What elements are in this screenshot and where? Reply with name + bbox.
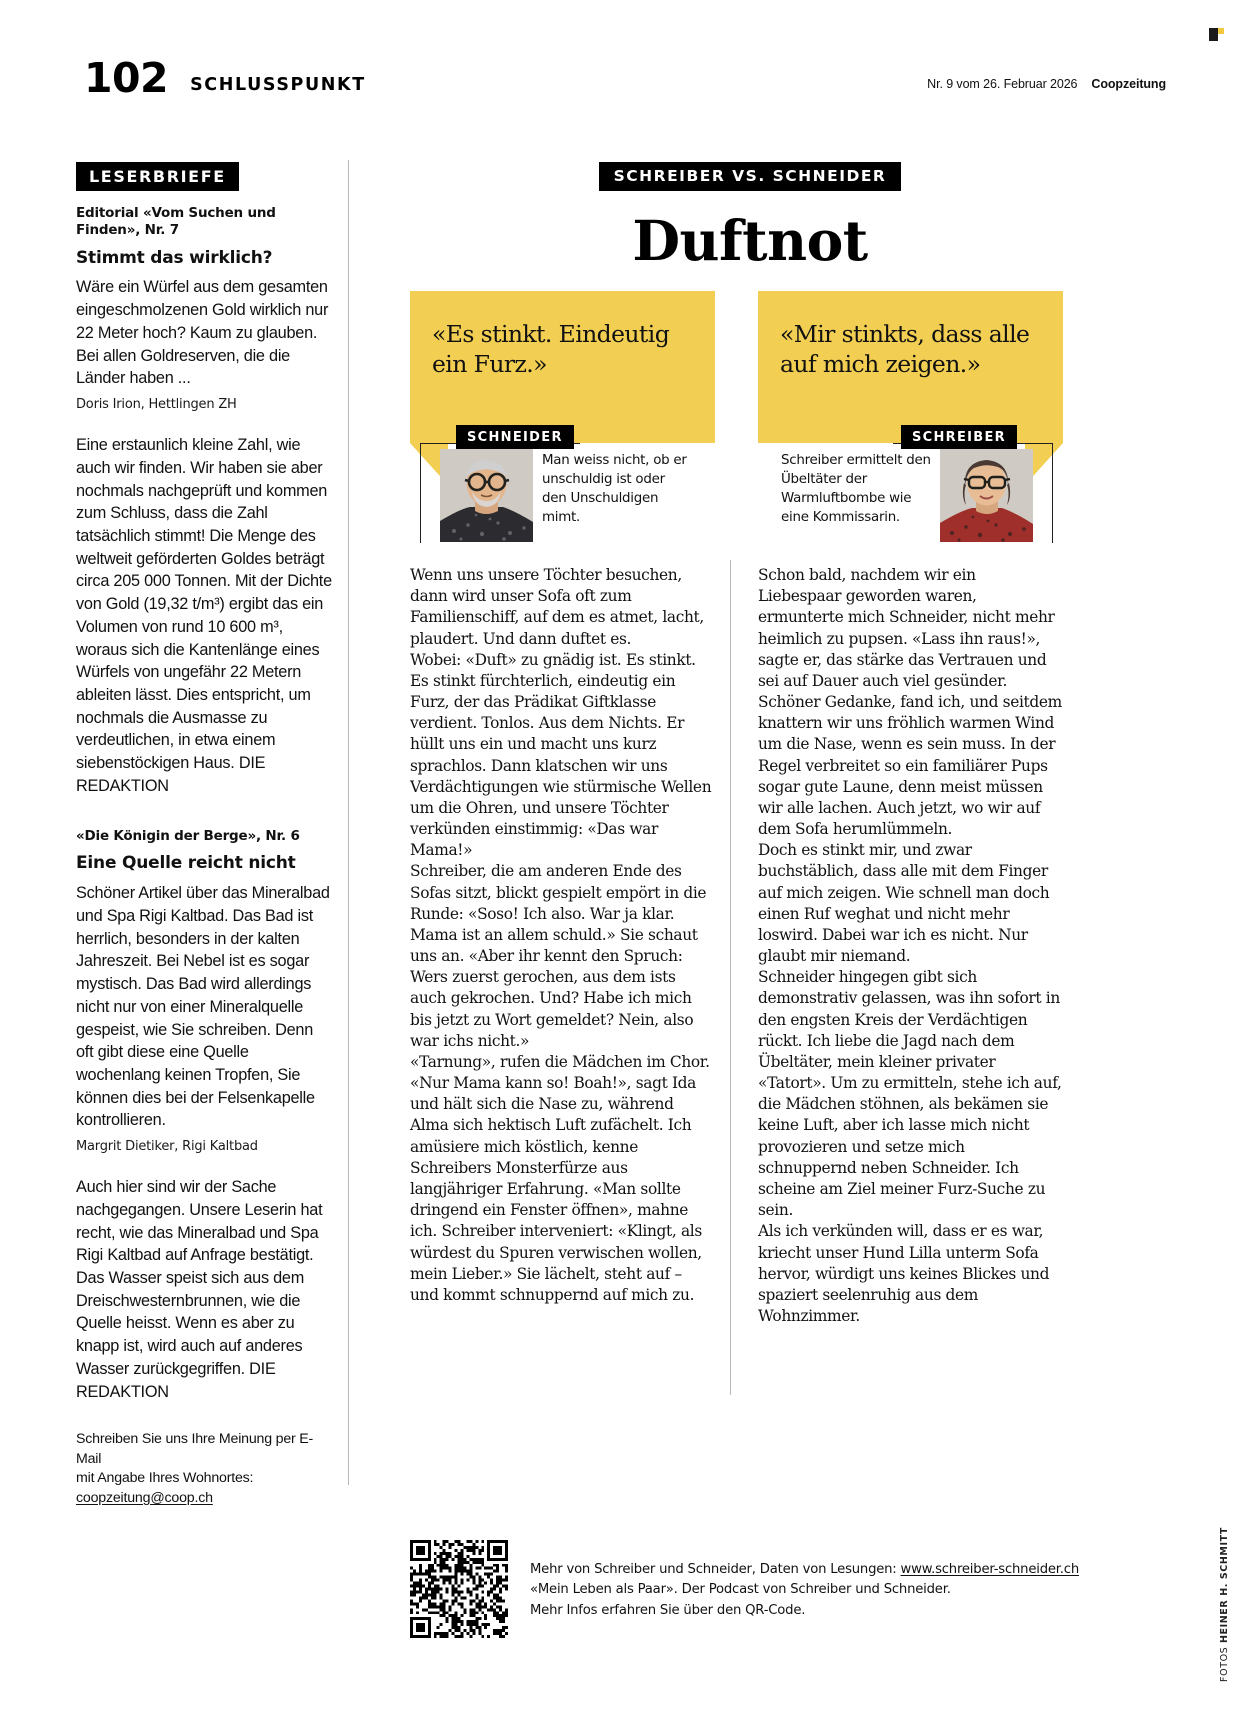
qr-footer-line-1 [530, 1560, 1079, 1580]
feature-kicker: SCHREIBER VS. SCHNEIDER [599, 162, 902, 191]
masthead-right [927, 77, 1166, 91]
avatar [940, 449, 1033, 542]
letter-title: Stimmt das wirklich? [76, 247, 273, 268]
letter-editor-reply: Eine erstaunlich kleine Zahl, wie auch wir finden. Wir haben sie aber nochmals nachgeprüft und kommen zum Schluss, dass die Zahl tatsächlich stimmt! Die Menge des weltweit geförderten Goldes beträgt circa 205 000 Tonnen. Mit der Dichte von Gold (19,32 t/m³) ergibt das ein Volumen von rund 10 600 m³, woraus sich die Kantenlänge eines Würfels von ungefähr 22 Metern ableiten lässt. Dies entspricht, um nochmals die Ausmasse zu verdeutlichen, in etwa einem siebenstöckigen Haus. DIE REDAKTION [76, 436, 332, 795]
letter-entry [76, 828, 332, 1404]
qr-footer-line-2: «Mein Leben als Paar». Der Podcast von Schreiber und Schneider. [530, 1582, 951, 1598]
issue-date: Nr. 9 vom 26. Februar 2026 [927, 77, 1078, 91]
photo-credit-name: HEINER H. SCHMITT [1219, 1527, 1230, 1644]
letters-column [76, 162, 332, 1403]
letter-reference: «Die Königin der Berge», Nr. 6 [76, 827, 300, 844]
paragraph: Doch es stinkt mir, und zwar buchstäblich, dass alle mit dem Finger auf mich zeigen. Wie schnell man doch einen Ruf weghat und nicht mehr loswird. Dabei war ich es nicht. Nur glaubt mir niemand. [758, 841, 1050, 966]
author-caption: Schreiber ermittelt den Übeltäter der Warmluftbombe wie eine Kommissarin. [781, 453, 931, 526]
masthead [84, 54, 1166, 106]
letter-reference: Editorial «Vom Suchen und Finden», Nr. 7 [76, 205, 276, 238]
photo-credit [1219, 1527, 1230, 1682]
avatar [440, 449, 533, 542]
author-card-schreiber [758, 291, 1063, 541]
quote-text: «Es stinkt. Eindeutig ein Furz.» [432, 320, 670, 379]
author-nametag: SCHNEIDER [456, 425, 574, 449]
quote-bubble [758, 291, 1063, 443]
qr-footer [410, 1540, 1090, 1638]
author-caption: Man weiss nicht, ob er unschuldig ist oder den Unschuldigen mimt. [542, 453, 687, 526]
letters-footer-line-2: mit Angabe Ihres Wohnortes: [76, 1470, 254, 1487]
section-label: SCHLUSSPUNKT [190, 75, 366, 95]
paragraph: Wobei: «Duft» zu gnädig ist. Es stinkt. Es stinkt fürchterlich, eindeutig ein Furz, der das Prädikat Giftklasse verdient. Tonlos. Aus dem Nichts. Er hüllt uns ein und macht uns kurz sprachlos. Dann klatschen wir uns Verdächtigungen wie stürmische Wellen um die Ohren, und unsere Töchter verkünden einstimmig: «Das war Mama!» [410, 650, 712, 860]
feature-headline: Duftnot [632, 207, 868, 273]
qr-footer-line-3: Mehr Infos erfahren Sie über den QR-Code. [530, 1602, 806, 1618]
letters-tag: LESERBRIEFE [76, 162, 239, 191]
feature-column-right [758, 565, 1063, 1327]
letter-body: Schöner Artikel über das Mineralbad und Spa Rigi Kaltbad. Das Bad ist herrlich, besonders in der kalten Jahreszeit. Bei Nebel ist es sogar mystisch. Das Bad wird allerdings nicht nur von einer Mineralquelle gespeist, wie Sie schreiben. Denn oft gibt diese eine Quelle wochenlang keinen Tropfen, Sie können dies bei der Felsenkapelle kontrollieren. [76, 884, 330, 1130]
paragraph: Schreiber, die am anderen Ende des Sofas sitzt, blickt gespielt empört in die Runde: «Soso! Ich also. War ja klar. Mama ist an allem schuld.» Sie schaut uns an. «Aber ihr kennt den Spruch: Wers zuerst gerochen, aus dem ists auch gekrochen. Und? Habe ich mich bis jetzt zu Wort gemeldet? Nein, also war ichs nicht.» [410, 862, 707, 1050]
letter-body: Wäre ein Würfel aus dem gesamten eingeschmolzenen Gold wirklich nur 22 Meter hoch? Kaum zu glauben. Bei allen Goldreserven, die die Länder haben ... [76, 278, 329, 388]
portrait-schneider-icon [440, 449, 533, 542]
feature-column-left [410, 565, 715, 1306]
column-divider-main [348, 160, 349, 1485]
letters-footer-line-1: Schreiben Sie uns Ihre Meinung per E-Mail [76, 1431, 314, 1467]
paragraph: Als ich verkünden will, dass er es war, kriecht unser Hund Lilla unterm Sofa hervor, würdigt uns keines Blickes und spaziert seelenruhig aus dem Wohnzimmer. [758, 1222, 1050, 1326]
letter-title: Eine Quelle reicht nicht [76, 853, 296, 874]
feature-header [410, 162, 1090, 273]
portrait-schreiber-icon [940, 449, 1033, 542]
paragraph: Schon bald, nachdem wir ein Liebespaar geworden waren, ermunterte mich Schneider, nicht mehr heimlich zu pupsen. «Lass ihn raus!», sagte er, das stärke das Vertrauen und sei auf Dauer auch viel gesünder. Schöner Gedanke, fand ich, und seitdem knattern wir uns fröhlich warmen Wind um die Nase, wenn es sein muss. In der Regel verbreitet so ein familiärer Pups sogar gute Laune, denn meist müssen wir alle lachen. Auch jetzt, wo wir auf dem Sofa herumlümmeln. [758, 566, 1062, 839]
letter-signature: Doris Irion, Hettlingen ZH [76, 397, 237, 413]
letter-entry [76, 205, 332, 798]
page-folio: 102 [84, 54, 169, 102]
author-cards [410, 291, 1090, 546]
letters-email-link[interactable]: coopzeitung@coop.ch [76, 1489, 213, 1506]
paragraph: Schneider hingegen gibt sich demonstrativ gelassen, was ihn sofort in den engsten Kreis der Verdächtigen rückt. Ich liebe die Jagd nach dem Übeltäter, mein kleiner privater «Tatort». Um zu ermitteln, stehe ich auf, die Mädchen stöhnen, als bekämen sie keine Luft, aber ich lasse mich nicht provozieren und setze mich schnuppernd neben Schneider. Ich scheine am Ziel meiner Furz-Suche zu sein. [758, 968, 1062, 1220]
photo-credit-label: FOTOS [1219, 1646, 1230, 1682]
letter-editor-reply: Auch hier sind wir der Sache nachgegangen. Unsere Leserin hat recht, wie das Mineralbad und Spa Rigi Kaltbad auf Anfrage bestätigt. Das Wasser speist sich aus dem Dreischwesternbrunnen, wie die Quelle heisst. Wenn es aber zu knapp ist, wird auch auf anderes Wasser zurückgegriffen. DIE REDAKTION [76, 1178, 323, 1401]
qr-footer-lead: Mehr von Schreiber und Schneider, Daten von Lesungen: [530, 1562, 901, 1577]
paragraph: Wenn uns unsere Töchter besuchen, dann wird unser Sofa oft zum Familienschiff, auf dem es atmet, lacht, plaudert. Und dann duftet es. [410, 566, 704, 648]
column-divider-mid [730, 560, 731, 1395]
caption-bracket [1030, 443, 1053, 543]
publication-title: Coopzeitung [1091, 77, 1166, 91]
author-nametag: SCHREIBER [901, 425, 1017, 449]
quote-text: «Mir stinkts, dass alle auf mich zeigen.» [780, 320, 1030, 379]
paragraph: «Tarnung», rufen die Mädchen im Chor. «Nur Mama kann so! Boah!», sagt Ida und hält sich die Nase zu, während Alma sich hektisch Luft zufächelt. Ich amüsiere mich köstlich, kenne Schreibers Monsterfürze aus langjähriger Erfahrung. «Man sollte dringend ein Fenster öffnen», mahne ich. Schreiber interveniert: «Klingt, als würdest du Spuren verwischen wollen, mein Lieber.» Sie lächelt, steht auf – und kommt schnuppernd auf mich zu. [410, 1052, 710, 1304]
author-card-schneider [410, 291, 715, 541]
letters-footer [76, 1430, 338, 1508]
qr-code-icon[interactable] [410, 1540, 508, 1638]
corner-mark-icon [1209, 28, 1224, 43]
quote-bubble [410, 291, 715, 443]
qr-footer-url[interactable]: www.schreiber-schneider.ch [900, 1562, 1080, 1577]
letter-signature: Margrit Dietiker, Rigi Kaltbad [76, 1139, 258, 1155]
